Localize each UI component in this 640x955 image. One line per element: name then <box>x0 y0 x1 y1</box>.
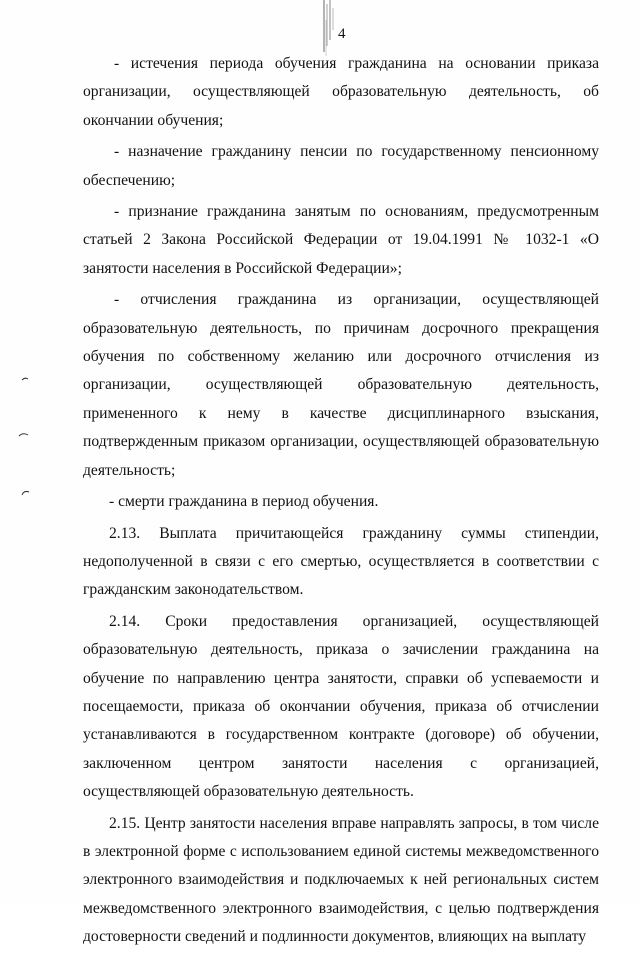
page-number: 4 <box>338 26 346 42</box>
clause-2-14: 2.14. Сроки предоставления организацией, осуществляющей образовательную деятельность, приказа о зачислении гражданина на обучение по направлению центра занятости, справки об успеваемости и посещаемости, приказа об окончании обучения, приказа об отчислении устанавливаются в государственном контракте (договоре) об обучении, заключенном центром занятости населения с организацией, осуществляющей образовательную деятельность. <box>83 612 599 801</box>
scan-mark <box>18 430 30 440</box>
paragraph-pension-assignment: - назначение гражданину пенсии по государственному пенсионному обеспечению; <box>83 143 599 189</box>
document-body <box>83 50 599 955</box>
clause-2-15: 2.15. Центр занятости населения вправе направлять запросы, в том числе в электронной форме с использованием единой системы межведомственного электронного взаимодействия и подключаемых к ней региональных систем межведомственного электронного взаимодействия, с целью подтверждения достоверности сведений и подлинности документов, влияющих на выплату <box>83 814 599 946</box>
clause-2-13: 2.13. Выплата причитающейся гражданину суммы стипендии, недополученной в связи с его смертью, осуществляется в соответствии с гражданским законодательством. <box>83 524 599 599</box>
paragraph-death: - смерти гражданина в период обучения. <box>109 493 379 511</box>
paragraph-study-period-end: - истечения периода обучения гражданина на основании приказа организации, осуществляющей образовательную деятельность, об окончании обучения; <box>83 55 599 129</box>
paragraph-employment-recognition: - признание гражданина занятым по основаниям, предусмотренным статьей 2 Закона Российской Федерации от 19.04.1991 № 1032-1 «О занятости населения в Российской Федерации»; <box>83 203 599 277</box>
scan-mark <box>20 488 32 498</box>
paragraph-expulsion: - отчисления гражданина из организации, осуществляющей образовательную деятельность, по причинам досрочного прекращения обучения по собственному желанию или досрочного отчисления из организации, осуществляющей образовательную деятельность, примененного к нему в качестве дисциплинарного взыскания, подтвержденным приказом организации, осуществляющей образовательную деятельность; <box>83 291 599 479</box>
scan-mark <box>20 374 32 384</box>
